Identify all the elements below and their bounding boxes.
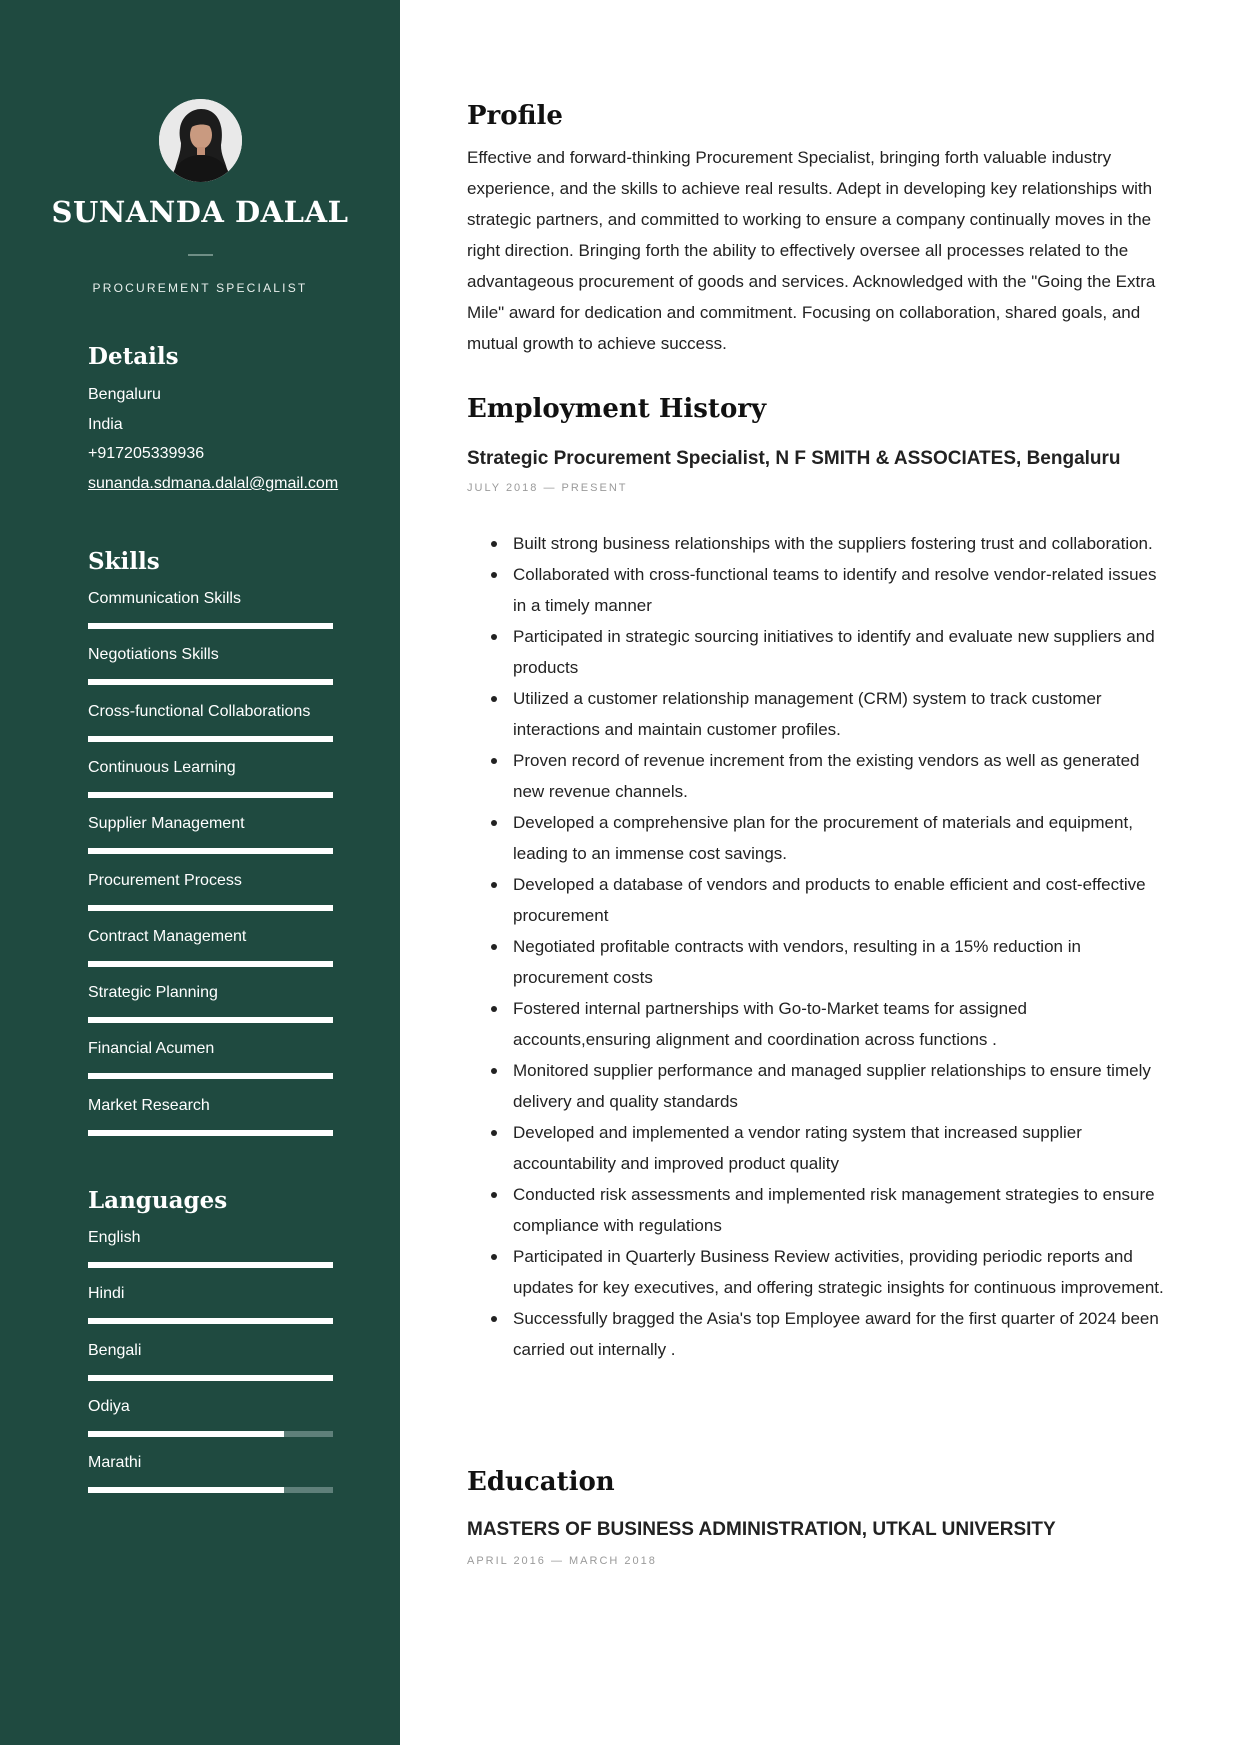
job-bullet-text: Developed and implemented a vendor rating system that increased supplier accountability and improved product quality [513, 1123, 1082, 1173]
job-bullet-text: Negotiated profitable contracts with vendors, resulting in a 15% reduction in procurement costs [513, 937, 1081, 987]
details-country: India [88, 416, 123, 433]
skill-level-bar [88, 792, 333, 798]
language-label: Bengali [88, 1341, 142, 1359]
bullet-dot-icon [491, 541, 497, 547]
bullet-dot-icon [491, 1254, 497, 1260]
bullet-dot-icon [491, 1068, 497, 1074]
job-bullet-text: Successfully bragged the Asia's top Employee award for the first quarter of 2024 been carried out internally . [513, 1309, 1159, 1359]
language-level-bar [88, 1262, 333, 1268]
education-dates: APRIL 2016 — MARCH 2018 [467, 1555, 657, 1567]
language-label: Odiya [88, 1397, 130, 1415]
skill-level-bar [88, 1073, 333, 1079]
job-bullet [467, 869, 1167, 931]
skill-label: Financial Acumen [88, 1040, 215, 1058]
skill-label: Contract Management [88, 927, 247, 945]
job-bullet [467, 993, 1167, 1055]
job-bullet [467, 807, 1167, 869]
skill-label: Negotiations Skills [88, 646, 219, 664]
skills-heading: Skills [88, 548, 160, 575]
profile-photo [159, 99, 242, 182]
skill-level-bar [88, 905, 333, 911]
level-bar-fill [88, 961, 333, 967]
job-dates: JULY 2018 — PRESENT [467, 482, 628, 494]
bullet-dot-icon [491, 1192, 497, 1198]
job-bullet-text: Participated in Quarterly Business Review activities, providing periodic reports and updates for key executives, and offering strategic insights for continuous improvement. [513, 1247, 1164, 1297]
avatar [159, 99, 242, 182]
language-level-bar [88, 1487, 333, 1493]
bullet-dot-icon [491, 1316, 497, 1322]
bullet-dot-icon [491, 634, 497, 640]
job-bullet [467, 683, 1167, 745]
language-level-bar [88, 1375, 333, 1381]
details-heading: Details [88, 343, 179, 370]
level-bar-fill [88, 623, 333, 629]
bullet-dot-icon [491, 696, 497, 702]
language-level-bar [88, 1431, 333, 1437]
skill-level-bar [88, 623, 333, 629]
job-bullet-text: Monitored supplier performance and managed supplier relationships to ensure timely delivery and quality standards [513, 1061, 1151, 1111]
language-label: Hindi [88, 1285, 125, 1303]
job-bullet [467, 528, 1167, 559]
level-bar-fill [88, 736, 333, 742]
job-bullet-text: Proven record of revenue increment from the existing vendors as well as generated new revenue channels. [513, 751, 1140, 801]
bullet-dot-icon [491, 882, 497, 888]
job-bullet [467, 745, 1167, 807]
details-email-link[interactable]: sunanda.sdmana.dalal@gmail.com [88, 475, 339, 492]
bullet-dot-icon [491, 944, 497, 950]
bullet-dot-icon [491, 758, 497, 764]
skill-label: Continuous Learning [88, 758, 236, 776]
level-bar-fill [88, 1487, 284, 1493]
education-heading: Education [467, 1467, 615, 1497]
bullet-dot-icon [491, 1006, 497, 1012]
job-bullet [467, 621, 1167, 683]
bullet-dot-icon [491, 572, 497, 578]
job-bullet-text: Developed a comprehensive plan for the procurement of materials and equipment, leading to an immense cost savings. [513, 813, 1133, 863]
skill-label: Communication Skills [88, 590, 241, 607]
education-degree: MASTERS OF BUSINESS ADMINISTRATION, UTKAL UNIVERSITY [467, 1519, 1056, 1540]
job-bullet-text: Collaborated with cross-functional teams to identify and resolve vendor-related issues in a timely manner [513, 565, 1157, 615]
job-bullet-text: Participated in strategic sourcing initiatives to identify and evaluate new suppliers and products [513, 627, 1155, 677]
candidate-name: SUNANDA DALAL [51, 195, 349, 229]
skill-label: Cross-functional Collaborations [88, 702, 311, 720]
employment-heading: Employment History [467, 394, 767, 424]
job-bullet [467, 1303, 1167, 1365]
skill-level-bar [88, 1017, 333, 1023]
level-bar-fill [88, 1318, 333, 1324]
bullet-dot-icon [491, 820, 497, 826]
job-bullet-text: Built strong business relationships with the suppliers fostering trust and collaboration. [513, 534, 1153, 553]
level-bar-fill [88, 848, 333, 854]
details-city: Bengaluru [88, 386, 161, 403]
profile-heading: Profile [467, 101, 563, 131]
job-heading: Strategic Procurement Specialist, N F SMITH & ASSOCIATES, Bengaluru [467, 448, 1121, 469]
skill-label: Supplier Management [88, 815, 245, 833]
level-bar-fill [88, 1375, 333, 1381]
level-bar-fill [88, 1017, 333, 1023]
job-bullet-text: Utilized a customer relationship management (CRM) system to track customer interactions and maintain customer profiles. [513, 689, 1102, 739]
skill-label: Market Research [88, 1096, 210, 1114]
job-bullet [467, 1241, 1167, 1303]
skill-level-bar [88, 961, 333, 967]
skill-label: Procurement Process [88, 871, 242, 889]
skill-level-bar [88, 848, 333, 854]
sidebar [0, 0, 400, 1745]
job-title: PROCUREMENT SPECIALIST [92, 281, 308, 295]
job-bullet [467, 1117, 1167, 1179]
skill-level-bar [88, 679, 333, 685]
level-bar-fill [88, 792, 333, 798]
job-bullet [467, 1055, 1167, 1117]
language-label: English [88, 1229, 141, 1246]
skill-level-bar [88, 736, 333, 742]
job-bullet-text: Conducted risk assessments and implemented risk management strategies to ensure compliance with regulations [513, 1185, 1155, 1235]
job-bullet [467, 1179, 1167, 1241]
profile-summary: Effective and forward-thinking Procurement Specialist, bringing forth valuable industry experience, and the skills to achieve real results. Adept in developing key relationships with strategic partners, and committed to working to ensure a company continually moves in the right direction. Bringing forth the ability to effectively oversee all processes related to the advantageous procurement of goods and services. Acknowledged with the "Going the Extra Mile" award for dedication and commitment. Focusing on collaboration, shared goals, and mutual growth to achieve success. [467, 148, 1156, 353]
level-bar-fill [88, 1431, 284, 1437]
skill-level-bar [88, 1130, 333, 1136]
job-bullet-text: Developed a database of vendors and products to enable efficient and cost-effective procurement [513, 875, 1146, 925]
job-bullet-list [467, 528, 1167, 1365]
skill-label: Strategic Planning [88, 984, 218, 1002]
level-bar-fill [88, 1130, 333, 1136]
name-divider [188, 254, 213, 256]
level-bar-fill [88, 905, 333, 911]
details-phone: +917205339936 [88, 445, 205, 462]
language-label: Marathi [88, 1454, 142, 1472]
language-level-bar [88, 1318, 333, 1324]
job-bullet [467, 931, 1167, 993]
level-bar-fill [88, 1262, 333, 1268]
languages-heading: Languages [88, 1187, 228, 1214]
job-bullet [467, 559, 1167, 621]
bullet-dot-icon [491, 1130, 497, 1136]
level-bar-fill [88, 679, 333, 685]
level-bar-fill [88, 1073, 333, 1079]
job-bullet-text: Fostered internal partnerships with Go-to-Market teams for assigned accounts,ensuring alignment and coordination across functions . [513, 999, 1028, 1049]
